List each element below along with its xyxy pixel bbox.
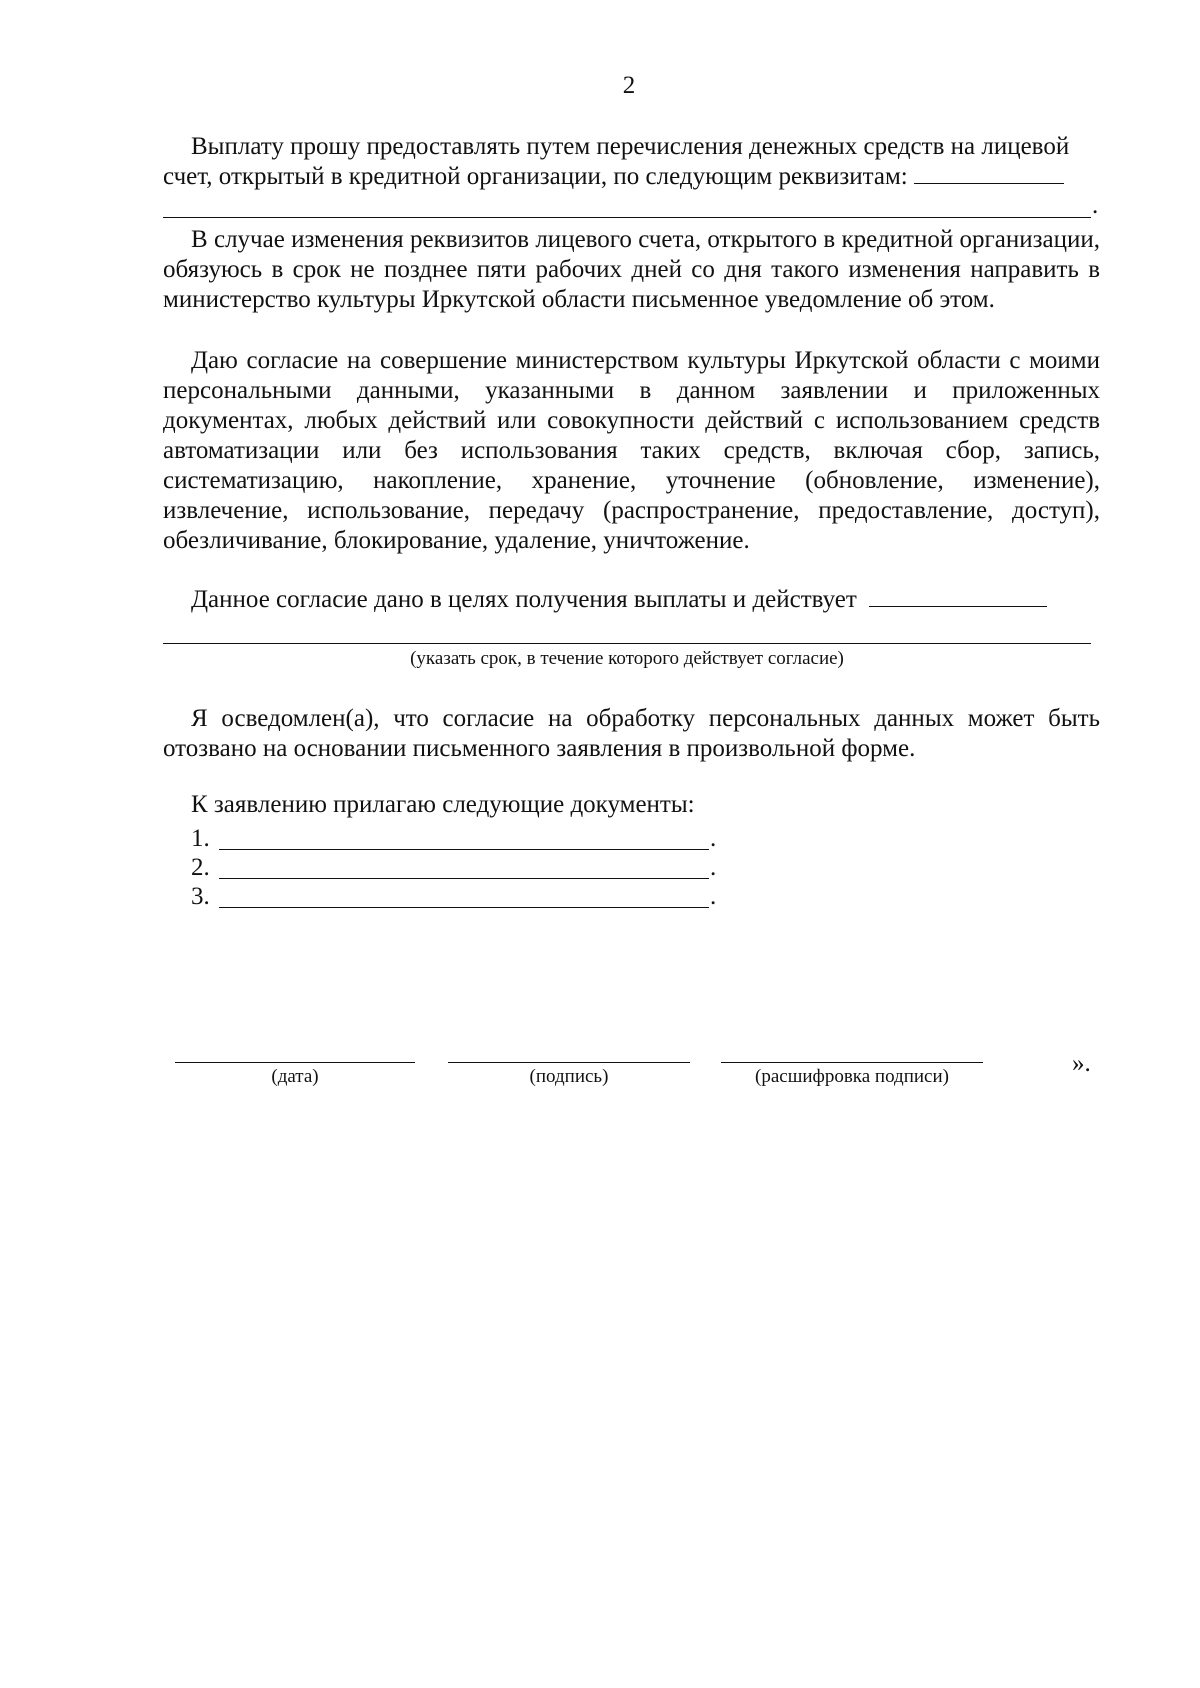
signature-caption: (подпись) xyxy=(529,1066,609,1087)
revocation-paragraph: Я осведомлен(а), что согласие на обработку персональных данных может быть отозвано на основании письменного заявления в произвольной форме. xyxy=(163,705,1100,762)
consent-term-blank-2[interactable] xyxy=(163,643,1091,644)
attachment-blank[interactable] xyxy=(219,907,709,908)
attachments-title: К заявлению прилагаю следующие документы: xyxy=(191,791,695,818)
attachment-item xyxy=(191,882,731,912)
date-blank[interactable] xyxy=(175,1062,415,1063)
closing-quote: ». xyxy=(1072,1050,1091,1077)
payment-paragraph xyxy=(163,132,1100,192)
payment-line-1: Выплату прошу предоставлять путем перечисления денежных средств на лицевой xyxy=(191,133,1070,160)
attachment-blank[interactable] xyxy=(219,878,709,879)
consent-term-caption: (указать срок, в течение которого действует согласие) xyxy=(410,648,844,669)
date-caption: (дата) xyxy=(271,1066,319,1087)
consent-purpose-text: Данное согласие дано в целях получения выплаты и действует xyxy=(191,586,857,613)
attachment-end-dot: . xyxy=(710,854,717,881)
payment-line-2-text: счет, открытый в кредитной организации, по следующим реквизитам: xyxy=(163,163,908,190)
signature-decoding-caption: (расшифровка подписи) xyxy=(755,1066,949,1087)
consent-paragraph: Даю согласие на совершение министерством культуры Иркутской области с моими персональными данными, указанными в данном заявлении и приложенных документах, любых действий или совокупности действий с использованием средств автоматизации или без использования таких средств, включая сбор, запись, систематизацию, накопление, хранение, уточнение (обновление, изменение), извлечение, использование, передачу (распространение, предоставление, доступ), обезличивание, блокирование, удаление, уничтожение. xyxy=(163,347,1100,554)
account-details-blank-2[interactable] xyxy=(163,217,1091,218)
attachment-number: 2. xyxy=(191,854,210,881)
account-details-end-dot: . xyxy=(1092,192,1099,219)
attachment-number: 3. xyxy=(191,883,210,910)
account-details-blank-1[interactable] xyxy=(914,182,1064,184)
signature-blank[interactable] xyxy=(448,1062,690,1063)
page-number: 2 xyxy=(622,72,636,99)
attachment-item xyxy=(191,853,731,883)
payment-line-2 xyxy=(163,162,1100,192)
attachment-end-dot: . xyxy=(710,825,717,852)
signature-decoding-blank[interactable] xyxy=(721,1062,983,1063)
consent-purpose-line xyxy=(163,585,1100,615)
attachment-end-dot: . xyxy=(710,883,717,910)
attachment-number: 1. xyxy=(191,825,210,852)
consent-term-blank-1[interactable] xyxy=(869,605,1047,607)
attachment-blank[interactable] xyxy=(219,849,709,850)
attachment-item xyxy=(191,824,731,854)
change-notice-paragraph: В случае изменения реквизитов лицевого счета, открытого в кредитной организации, обязуюсь в срок не позднее пяти рабочих дней со дня такого изменения направить в министерство культуры Иркутской области письменное уведомление об этом. xyxy=(163,226,1100,313)
